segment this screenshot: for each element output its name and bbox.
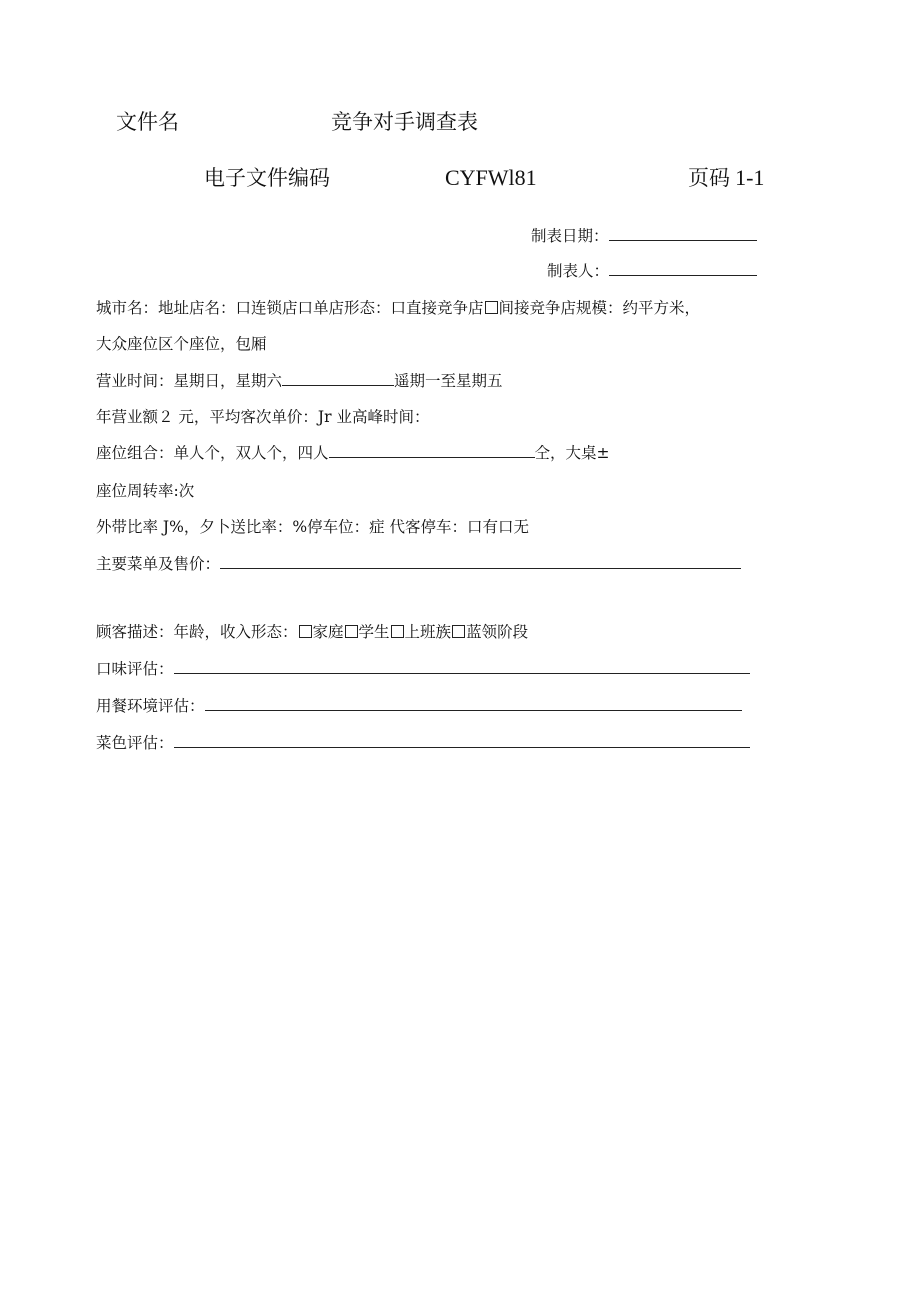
saturday-hours-blank[interactable] — [282, 371, 394, 386]
taste-blank[interactable] — [174, 659, 750, 674]
date-label: 制表日期： — [531, 227, 609, 245]
dish-color-evaluation-field[interactable] — [96, 733, 750, 753]
large-table-text: 仝，大桌± — [534, 444, 610, 462]
seat-combination-line — [96, 443, 610, 463]
file-name-label: 文件名 — [116, 110, 179, 134]
scale-text: 间接竞争店规模：约平方米， — [498, 299, 701, 317]
option-student: 学生 — [358, 623, 390, 641]
menu-price-field[interactable] — [96, 554, 741, 574]
maker-blank[interactable] — [609, 261, 757, 276]
page-label: 页码 — [688, 166, 730, 190]
checkbox-blue-collar[interactable] — [452, 625, 465, 638]
environment-blank[interactable] — [205, 696, 742, 711]
seat-combination-text: 座位组合：单人个，双人个，四人 — [96, 444, 329, 462]
seating-area-line: 大众座位区个座位，包厢 — [96, 335, 267, 353]
store-info-text: 城市名：地址店名：口连锁店口单店形态：口直接竞争店 — [96, 299, 484, 317]
revenue-line: 年营业额２ 元，平均客次单价：Jr 业高峰时间： — [96, 408, 430, 426]
checkbox-indirect-competitor[interactable] — [485, 301, 498, 314]
taste-label: 口味评估： — [96, 660, 174, 678]
checkbox-family[interactable] — [299, 625, 312, 638]
file-code-value: CYFWl81 — [445, 165, 537, 190]
store-info-line — [96, 298, 700, 318]
document-title: 竞争对手调查表 — [331, 110, 478, 134]
checkbox-student[interactable] — [345, 625, 358, 638]
option-blue-collar: 蓝领阶段 — [466, 623, 529, 641]
checkbox-office-worker[interactable] — [391, 625, 404, 638]
customer-description-line — [96, 622, 528, 642]
page-value: 1-1 — [735, 165, 765, 190]
dish-color-blank[interactable] — [174, 733, 750, 748]
page-number — [688, 166, 764, 190]
date-blank[interactable] — [609, 226, 757, 241]
menu-price-label: 主要菜单及售价： — [96, 555, 221, 573]
four-person-blank[interactable] — [329, 443, 535, 458]
environment-evaluation-field[interactable] — [96, 696, 742, 716]
option-office-worker: 上班族 — [404, 623, 452, 641]
dish-color-label: 菜色评估： — [96, 734, 174, 752]
business-hours-text: 营业时间：星期日，星期六 — [96, 372, 283, 390]
takeout-parking-line: 外带比率 J%，夕卜送比率：%停车位：症 代客停车：口有口无 — [96, 518, 530, 536]
maker-field[interactable] — [547, 261, 757, 281]
option-family: 家庭 — [312, 623, 344, 641]
taste-evaluation-field[interactable] — [96, 659, 750, 679]
file-code-label: 电子文件编码 — [204, 166, 330, 190]
environment-label: 用餐环境评估： — [96, 697, 205, 715]
business-hours-line — [96, 371, 503, 391]
customer-description-text: 顾客描述：年龄，收入形态： — [96, 623, 298, 641]
date-field[interactable] — [531, 226, 757, 246]
weekday-hours-text: 遥期一至星期五 — [394, 372, 503, 390]
turnover-line: 座位周转率:次 — [96, 482, 195, 500]
maker-label: 制表人： — [547, 262, 610, 280]
menu-price-blank[interactable] — [220, 554, 741, 569]
